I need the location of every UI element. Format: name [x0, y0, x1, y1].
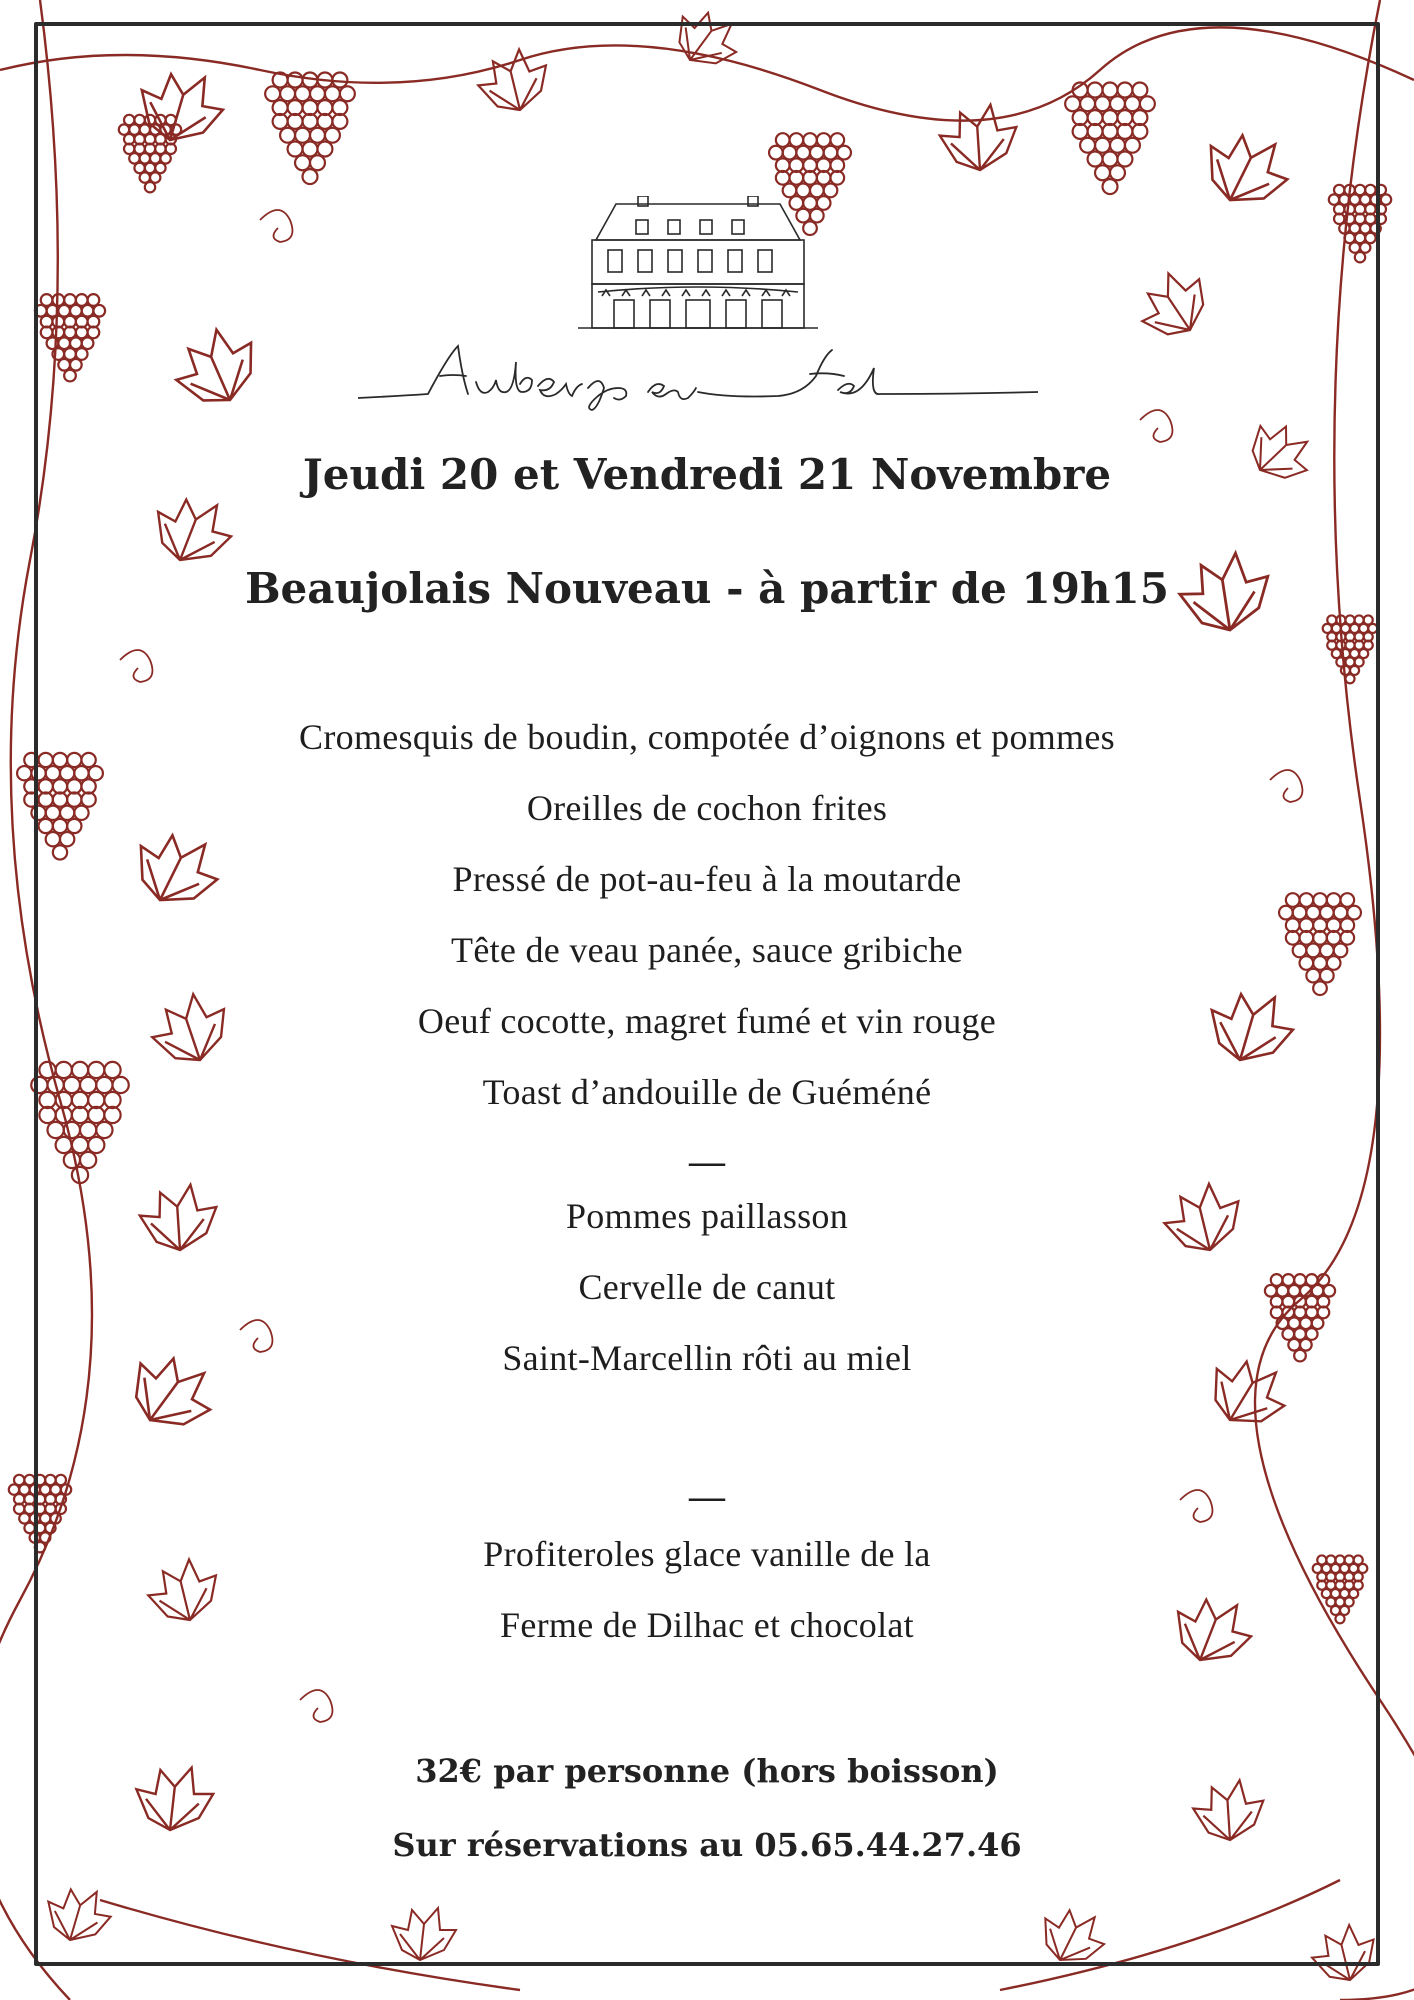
menu-item: Cromesquis de boudin, compotée d’oignons et pommes: [299, 717, 1115, 757]
menu-item: Pressé de pot-au-feu à la moutarde: [452, 859, 962, 899]
event-title: Beaujolais Nouveau - à partir de 19h15: [245, 564, 1169, 613]
restaurant-signature-logo: [358, 336, 1038, 416]
menu-item: Oeuf cocotte, magret fumé et vin rouge: [417, 1001, 997, 1041]
menu-item: Oreilles de cochon frites: [526, 788, 888, 828]
section-separator: —: [689, 1476, 725, 1516]
price-line: 32€ par personne (hors boisson): [415, 1752, 999, 1790]
menu-item: Toast d’andouille de Guéméné: [482, 1072, 932, 1112]
menu-item: Cervelle de canut: [578, 1267, 836, 1307]
inn-building-logo: [578, 196, 818, 336]
menu-item: Pommes paillasson: [565, 1196, 849, 1236]
menu-item: Ferme de Dilhac et chocolat: [500, 1605, 914, 1645]
reservation-line: Sur réservations au 05.65.44.27.46: [392, 1826, 1022, 1864]
section-separator: —: [689, 1141, 725, 1181]
menu-item: Tête de veau panée, sauce gribiche: [451, 930, 963, 970]
menu-item: Saint-Marcellin rôti au miel: [502, 1338, 912, 1378]
event-dates: Jeudi 20 et Vendredi 21 Novembre: [302, 450, 1112, 499]
menu-item: Profiteroles glace vanille de la: [483, 1534, 931, 1574]
